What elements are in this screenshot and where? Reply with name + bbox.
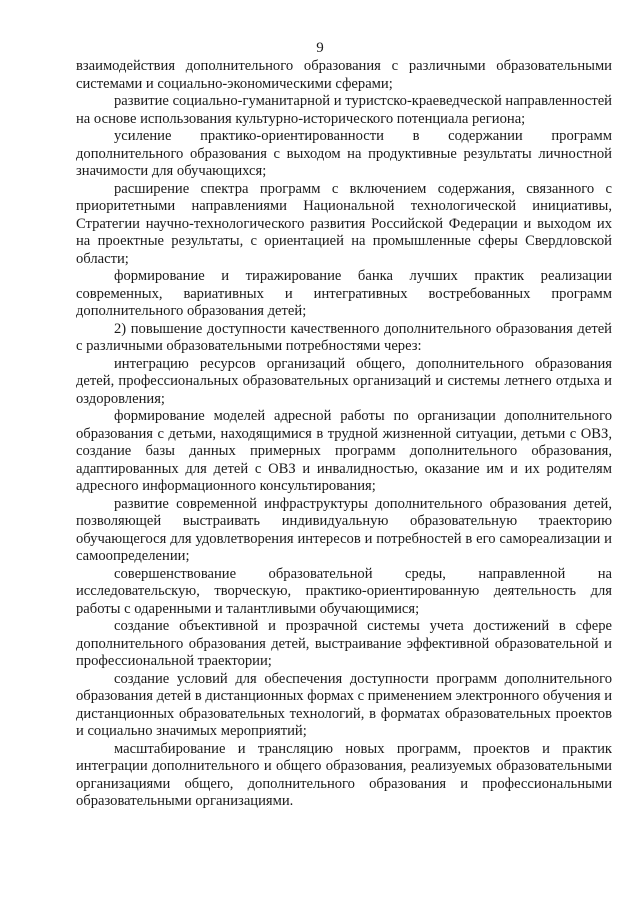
paragraph: 2) повышение доступности качественного дополнительного образования детей с различными образовательными потребностями через: bbox=[76, 320, 612, 354]
paragraph: расширение спектра программ с включением содержания, связанного с приоритетными направлениями Национальной технологической инициативы, Стратегии научно-технологического развития Российской Федерации и выходом их на проектные результаты, с ориентацией на промышленные сферы Свердловской области; bbox=[76, 180, 612, 267]
paragraph: формирование моделей адресной работы по организации дополнительного образования с детьми, находящимися в трудной жизненной ситуации, детьми с ОВЗ, создание базы данных примерных программ дополнительного образования, адаптированных для детей с ОВЗ и инвалидностью, оказание им и их родителям адресного информационного консультирования; bbox=[76, 408, 612, 494]
paragraph: развитие социально-гуманитарной и туристско-краеведческой направленностей на основе использования культурно-исторического потенциала региона; bbox=[76, 93, 612, 127]
paragraph: создание условий для обеспечения доступности программ дополнительного образования детей в дистанционных формах с применением электронного обучения и дистанционных образовательных технологий, в форматах образовательных проектов и социально значимых мероприятий; bbox=[76, 670, 612, 739]
paragraph: взаимодействия дополнительного образования с различными образовательными системами и социально-экономическими сферами; bbox=[76, 58, 612, 92]
paragraph: усиление практико-ориентированности в содержании программ дополнительного образования с выходом на продуктивные результаты личностной значимости для обучающихся; bbox=[76, 128, 612, 179]
document-body bbox=[76, 58, 612, 811]
page-number: 9 bbox=[316, 40, 324, 56]
paragraph: интеграцию ресурсов организаций общего, дополнительного образования детей, профессиональных образовательных организаций и системы летнего отдыха и оздоровления; bbox=[76, 355, 612, 407]
paragraph: масштабирование и трансляцию новых программ, проектов и практик интеграции дополнительного и общего образования, реализуемых образовательными организациями общего, дополнительного образования и профессиональными образовательными организациями. bbox=[76, 740, 612, 809]
paragraph: совершенствование образовательной среды, направленной на исследовательскую, творческую, практико-ориентированную деятельность для работы с одаренными и талантливыми обучающимися; bbox=[76, 565, 612, 617]
paragraph: создание объективной и прозрачной системы учета достижений в сфере дополнительного образования детей, выстраивание эффективной образовательной и профессиональной траектории; bbox=[76, 618, 612, 669]
paragraph: формирование и тиражирование банка лучших практик реализации современных, вариативных и интегративных востребованных программ дополнительного образования детей; bbox=[76, 268, 612, 319]
paragraph: развитие современной инфраструктуры дополнительного образования детей, позволяющей выстраивать индивидуальную образовательную траекторию обучающегося для удовлетворения интересов и потребностей в его самореализации и самоопределении; bbox=[76, 495, 612, 564]
